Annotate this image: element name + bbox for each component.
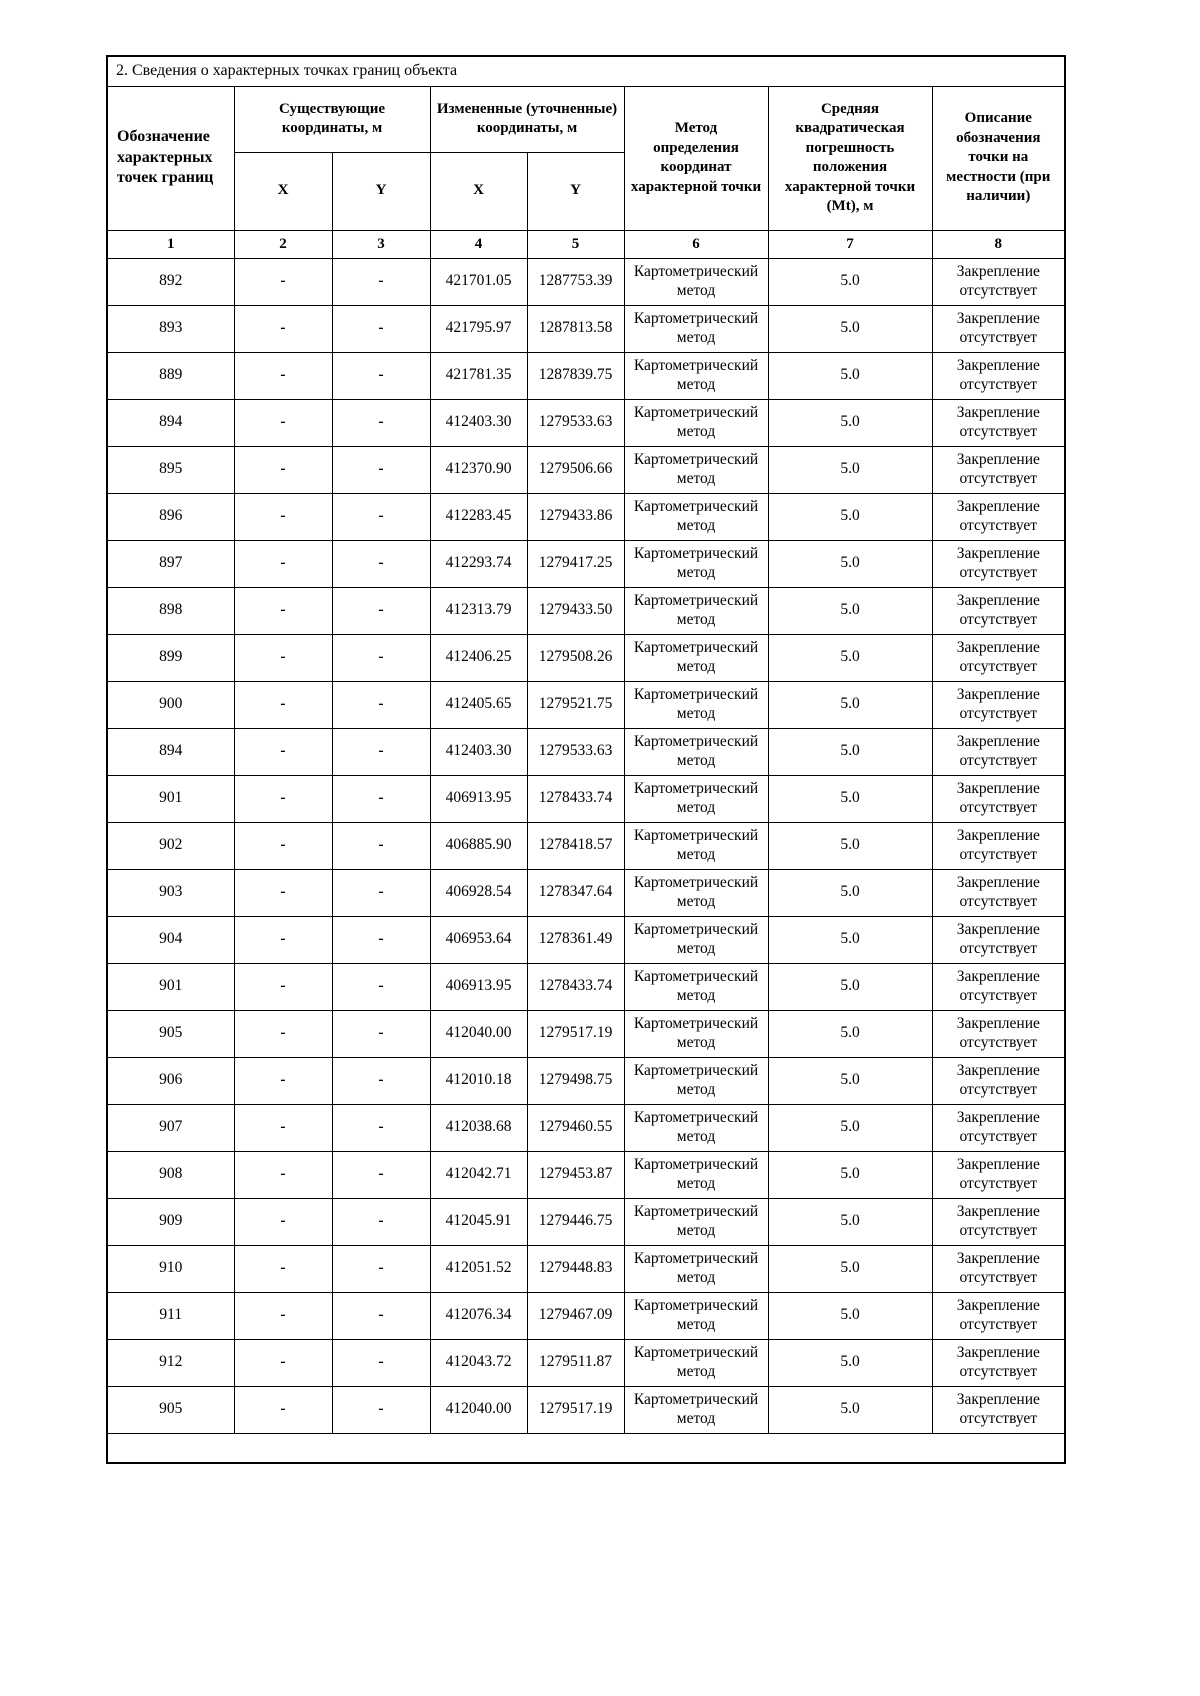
header-changed-y: Y <box>527 152 624 230</box>
changed-y-cell: 1278433.74 <box>527 963 624 1010</box>
changed-y-cell: 1279453.87 <box>527 1151 624 1198</box>
existing-y-cell: - <box>332 822 430 869</box>
changed-y-cell: 1279467.09 <box>527 1292 624 1339</box>
existing-y-cell: - <box>332 728 430 775</box>
column-number: 2 <box>234 230 332 258</box>
changed-y-cell: 1278347.64 <box>527 869 624 916</box>
point-id-cell: 911 <box>107 1292 234 1339</box>
point-id-cell: 894 <box>107 399 234 446</box>
description-cell: Закрепление отсутствует <box>932 540 1065 587</box>
point-id-cell: 907 <box>107 1104 234 1151</box>
changed-y-cell: 1279433.86 <box>527 493 624 540</box>
point-id-cell: 903 <box>107 869 234 916</box>
error-cell: 5.0 <box>768 728 932 775</box>
point-id-cell: 901 <box>107 963 234 1010</box>
changed-x-cell: 412043.72 <box>430 1339 527 1386</box>
changed-y-cell: 1279417.25 <box>527 540 624 587</box>
table-row <box>107 1339 1065 1386</box>
method-cell: Картометрический метод <box>624 1292 768 1339</box>
header-existing-y: Y <box>332 152 430 230</box>
changed-y-cell: 1279446.75 <box>527 1198 624 1245</box>
table-row <box>107 446 1065 493</box>
table-header <box>107 56 1065 258</box>
method-cell: Картометрический метод <box>624 1010 768 1057</box>
point-id-cell: 909 <box>107 1198 234 1245</box>
existing-y-cell: - <box>332 1386 430 1433</box>
description-cell: Закрепление отсутствует <box>932 963 1065 1010</box>
error-cell: 5.0 <box>768 822 932 869</box>
error-cell: 5.0 <box>768 634 932 681</box>
column-number: 7 <box>768 230 932 258</box>
table-row <box>107 1010 1065 1057</box>
method-cell: Картометрический метод <box>624 963 768 1010</box>
column-number: 8 <box>932 230 1065 258</box>
point-id-cell: 897 <box>107 540 234 587</box>
error-cell: 5.0 <box>768 1245 932 1292</box>
existing-y-cell: - <box>332 1151 430 1198</box>
column-number: 1 <box>107 230 234 258</box>
table-row <box>107 728 1065 775</box>
changed-y-cell: 1279460.55 <box>527 1104 624 1151</box>
error-cell: 5.0 <box>768 1010 932 1057</box>
error-cell: 5.0 <box>768 1198 932 1245</box>
table-row <box>107 916 1065 963</box>
existing-x-cell: - <box>234 963 332 1010</box>
changed-x-cell: 412042.71 <box>430 1151 527 1198</box>
error-cell: 5.0 <box>768 587 932 634</box>
section-title: 2. Сведения о характерных точках границ объекта <box>107 56 1065 86</box>
method-cell: Картометрический метод <box>624 1198 768 1245</box>
method-cell: Картометрический метод <box>624 775 768 822</box>
description-cell: Закрепление отсутствует <box>932 305 1065 352</box>
table-row <box>107 1245 1065 1292</box>
existing-x-cell: - <box>234 681 332 728</box>
table-row <box>107 1151 1065 1198</box>
error-cell: 5.0 <box>768 493 932 540</box>
existing-y-cell: - <box>332 446 430 493</box>
existing-y-cell: - <box>332 634 430 681</box>
table-row <box>107 1386 1065 1433</box>
method-cell: Картометрический метод <box>624 822 768 869</box>
changed-y-cell: 1287753.39 <box>527 258 624 305</box>
existing-x-cell: - <box>234 916 332 963</box>
table-row <box>107 963 1065 1010</box>
existing-x-cell: - <box>234 399 332 446</box>
changed-x-cell: 412040.00 <box>430 1010 527 1057</box>
table-row <box>107 305 1065 352</box>
existing-x-cell: - <box>234 540 332 587</box>
existing-x-cell: - <box>234 822 332 869</box>
table-row <box>107 258 1065 305</box>
error-cell: 5.0 <box>768 399 932 446</box>
error-cell: 5.0 <box>768 1057 932 1104</box>
changed-x-cell: 412405.65 <box>430 681 527 728</box>
existing-y-cell: - <box>332 916 430 963</box>
changed-x-cell: 406913.95 <box>430 963 527 1010</box>
table-row <box>107 1104 1065 1151</box>
error-cell: 5.0 <box>768 963 932 1010</box>
existing-x-cell: - <box>234 775 332 822</box>
existing-x-cell: - <box>234 305 332 352</box>
existing-y-cell: - <box>332 399 430 446</box>
point-id-cell: 899 <box>107 634 234 681</box>
point-id-cell: 906 <box>107 1057 234 1104</box>
changed-x-cell: 412406.25 <box>430 634 527 681</box>
header-method: Метод определения координат характерной точки <box>624 86 768 230</box>
point-id-cell: 892 <box>107 258 234 305</box>
existing-x-cell: - <box>234 1198 332 1245</box>
existing-y-cell: - <box>332 1010 430 1057</box>
changed-x-cell: 412293.74 <box>430 540 527 587</box>
description-cell: Закрепление отсутствует <box>932 728 1065 775</box>
changed-x-cell: 406928.54 <box>430 869 527 916</box>
changed-y-cell: 1287813.58 <box>527 305 624 352</box>
table-row <box>107 352 1065 399</box>
column-number: 5 <box>527 230 624 258</box>
table-row <box>107 1057 1065 1104</box>
description-cell: Закрепление отсутствует <box>932 1245 1065 1292</box>
description-cell: Закрепление отсутствует <box>932 1151 1065 1198</box>
header-changed-coordinates: Измененные (уточненные) координаты, м <box>430 86 624 152</box>
empty-footer-row <box>107 1433 1065 1463</box>
existing-y-cell: - <box>332 493 430 540</box>
existing-y-cell: - <box>332 1292 430 1339</box>
points-table <box>106 55 1066 1464</box>
table-row <box>107 587 1065 634</box>
section-title-row <box>107 56 1065 86</box>
point-id-cell: 908 <box>107 1151 234 1198</box>
table-row <box>107 822 1065 869</box>
existing-x-cell: - <box>234 352 332 399</box>
error-cell: 5.0 <box>768 1104 932 1151</box>
existing-x-cell: - <box>234 1104 332 1151</box>
point-id-cell: 912 <box>107 1339 234 1386</box>
description-cell: Закрепление отсутствует <box>932 775 1065 822</box>
point-id-cell: 902 <box>107 822 234 869</box>
method-cell: Картометрический метод <box>624 493 768 540</box>
existing-x-cell: - <box>234 1292 332 1339</box>
changed-y-cell: 1279517.19 <box>527 1010 624 1057</box>
table-row <box>107 1198 1065 1245</box>
error-cell: 5.0 <box>768 1339 932 1386</box>
table-row <box>107 493 1065 540</box>
existing-y-cell: - <box>332 1245 430 1292</box>
method-cell: Картометрический метод <box>624 587 768 634</box>
point-id-cell: 894 <box>107 728 234 775</box>
description-cell: Закрепление отсутствует <box>932 352 1065 399</box>
point-id-cell: 893 <box>107 305 234 352</box>
changed-x-cell: 412370.90 <box>430 446 527 493</box>
column-number: 3 <box>332 230 430 258</box>
point-id-cell: 905 <box>107 1386 234 1433</box>
point-id-cell: 904 <box>107 916 234 963</box>
existing-y-cell: - <box>332 587 430 634</box>
description-cell: Закрепление отсутствует <box>932 399 1065 446</box>
header-point-description: Описание обозначения точки на местности (при наличии) <box>932 86 1065 230</box>
existing-y-cell: - <box>332 681 430 728</box>
error-cell: 5.0 <box>768 869 932 916</box>
changed-x-cell: 406885.90 <box>430 822 527 869</box>
existing-x-cell: - <box>234 446 332 493</box>
changed-y-cell: 1279533.63 <box>527 399 624 446</box>
changed-y-cell: 1279506.66 <box>527 446 624 493</box>
changed-x-cell: 412051.52 <box>430 1245 527 1292</box>
header-changed-x: X <box>430 152 527 230</box>
changed-y-cell: 1279433.50 <box>527 587 624 634</box>
method-cell: Картометрический метод <box>624 916 768 963</box>
table-row <box>107 869 1065 916</box>
method-cell: Картометрический метод <box>624 1245 768 1292</box>
column-numbers-row <box>107 230 1065 258</box>
error-cell: 5.0 <box>768 1292 932 1339</box>
description-cell: Закрепление отсутствует <box>932 916 1065 963</box>
existing-y-cell: - <box>332 258 430 305</box>
description-cell: Закрепление отсутствует <box>932 258 1065 305</box>
method-cell: Картометрический метод <box>624 1339 768 1386</box>
existing-y-cell: - <box>332 305 430 352</box>
point-id-cell: 900 <box>107 681 234 728</box>
changed-y-cell: 1279511.87 <box>527 1339 624 1386</box>
header-existing-x: X <box>234 152 332 230</box>
changed-x-cell: 406913.95 <box>430 775 527 822</box>
changed-y-cell: 1279448.83 <box>527 1245 624 1292</box>
table-row <box>107 775 1065 822</box>
existing-y-cell: - <box>332 1057 430 1104</box>
existing-x-cell: - <box>234 1151 332 1198</box>
method-cell: Картометрический метод <box>624 446 768 493</box>
changed-x-cell: 412313.79 <box>430 587 527 634</box>
point-id-cell: 896 <box>107 493 234 540</box>
error-cell: 5.0 <box>768 681 932 728</box>
point-id-cell: 889 <box>107 352 234 399</box>
table-row <box>107 399 1065 446</box>
changed-y-cell: 1279521.75 <box>527 681 624 728</box>
table-body <box>107 258 1065 1433</box>
method-cell: Картометрический метод <box>624 681 768 728</box>
existing-x-cell: - <box>234 1010 332 1057</box>
method-cell: Картометрический метод <box>624 305 768 352</box>
method-cell: Картометрический метод <box>624 1057 768 1104</box>
changed-y-cell: 1278361.49 <box>527 916 624 963</box>
table-footer <box>107 1433 1065 1463</box>
point-id-cell: 910 <box>107 1245 234 1292</box>
description-cell: Закрепление отсутствует <box>932 1198 1065 1245</box>
description-cell: Закрепление отсутствует <box>932 493 1065 540</box>
header-mean-square-error: Средняя квадратическая погрешность положения характерной точки (Mt), м <box>768 86 932 230</box>
method-cell: Картометрический метод <box>624 728 768 775</box>
column-number: 6 <box>624 230 768 258</box>
method-cell: Картометрический метод <box>624 869 768 916</box>
changed-x-cell: 412045.91 <box>430 1198 527 1245</box>
existing-y-cell: - <box>332 963 430 1010</box>
method-cell: Картометрический метод <box>624 399 768 446</box>
changed-y-cell: 1278433.74 <box>527 775 624 822</box>
existing-x-cell: - <box>234 1245 332 1292</box>
header-existing-coordinates: Существующие координаты, м <box>234 86 430 152</box>
description-cell: Закрепление отсутствует <box>932 1057 1065 1104</box>
table-row <box>107 681 1065 728</box>
existing-x-cell: - <box>234 728 332 775</box>
error-cell: 5.0 <box>768 305 932 352</box>
existing-x-cell: - <box>234 1386 332 1433</box>
changed-y-cell: 1279517.19 <box>527 1386 624 1433</box>
changed-x-cell: 421795.97 <box>430 305 527 352</box>
changed-x-cell: 412283.45 <box>430 493 527 540</box>
existing-x-cell: - <box>234 587 332 634</box>
changed-x-cell: 412403.30 <box>430 728 527 775</box>
header-point-designation: Обозначение характерных точек границ <box>107 86 234 230</box>
description-cell: Закрепление отсутствует <box>932 634 1065 681</box>
error-cell: 5.0 <box>768 775 932 822</box>
error-cell: 5.0 <box>768 446 932 493</box>
changed-y-cell: 1279533.63 <box>527 728 624 775</box>
description-cell: Закрепление отсутствует <box>932 1386 1065 1433</box>
description-cell: Закрепление отсутствует <box>932 869 1065 916</box>
changed-y-cell: 1287839.75 <box>527 352 624 399</box>
point-id-cell: 895 <box>107 446 234 493</box>
existing-x-cell: - <box>234 1339 332 1386</box>
description-cell: Закрепление отсутствует <box>932 681 1065 728</box>
point-id-cell: 901 <box>107 775 234 822</box>
changed-x-cell: 412010.18 <box>430 1057 527 1104</box>
method-cell: Картометрический метод <box>624 352 768 399</box>
existing-y-cell: - <box>332 869 430 916</box>
method-cell: Картометрический метод <box>624 1386 768 1433</box>
error-cell: 5.0 <box>768 916 932 963</box>
existing-x-cell: - <box>234 258 332 305</box>
table-row <box>107 634 1065 681</box>
description-cell: Закрепление отсутствует <box>932 1292 1065 1339</box>
error-cell: 5.0 <box>768 1386 932 1433</box>
description-cell: Закрепление отсутствует <box>932 1339 1065 1386</box>
error-cell: 5.0 <box>768 540 932 587</box>
method-cell: Картометрический метод <box>624 634 768 681</box>
method-cell: Картометрический метод <box>624 1104 768 1151</box>
table-row <box>107 1292 1065 1339</box>
existing-y-cell: - <box>332 775 430 822</box>
changed-x-cell: 406953.64 <box>430 916 527 963</box>
existing-x-cell: - <box>234 869 332 916</box>
existing-y-cell: - <box>332 1339 430 1386</box>
changed-y-cell: 1279508.26 <box>527 634 624 681</box>
error-cell: 5.0 <box>768 258 932 305</box>
existing-y-cell: - <box>332 352 430 399</box>
existing-x-cell: - <box>234 634 332 681</box>
point-id-cell: 898 <box>107 587 234 634</box>
changed-x-cell: 412038.68 <box>430 1104 527 1151</box>
description-cell: Закрепление отсутствует <box>932 1104 1065 1151</box>
error-cell: 5.0 <box>768 1151 932 1198</box>
point-id-cell: 905 <box>107 1010 234 1057</box>
error-cell: 5.0 <box>768 352 932 399</box>
description-cell: Закрепление отсутствует <box>932 587 1065 634</box>
description-cell: Закрепление отсутствует <box>932 1010 1065 1057</box>
existing-x-cell: - <box>234 493 332 540</box>
changed-x-cell: 412076.34 <box>430 1292 527 1339</box>
table-row <box>107 540 1065 587</box>
existing-y-cell: - <box>332 540 430 587</box>
method-cell: Картометрический метод <box>624 258 768 305</box>
changed-y-cell: 1279498.75 <box>527 1057 624 1104</box>
changed-y-cell: 1278418.57 <box>527 822 624 869</box>
existing-y-cell: - <box>332 1198 430 1245</box>
changed-x-cell: 412040.00 <box>430 1386 527 1433</box>
method-cell: Картометрический метод <box>624 1151 768 1198</box>
column-number: 4 <box>430 230 527 258</box>
changed-x-cell: 412403.30 <box>430 399 527 446</box>
header-row-top <box>107 86 1065 152</box>
description-cell: Закрепление отсутствует <box>932 446 1065 493</box>
existing-y-cell: - <box>332 1104 430 1151</box>
changed-x-cell: 421701.05 <box>430 258 527 305</box>
changed-x-cell: 421781.35 <box>430 352 527 399</box>
empty-footer-cell <box>107 1433 1065 1463</box>
method-cell: Картометрический метод <box>624 540 768 587</box>
existing-x-cell: - <box>234 1057 332 1104</box>
description-cell: Закрепление отсутствует <box>932 822 1065 869</box>
